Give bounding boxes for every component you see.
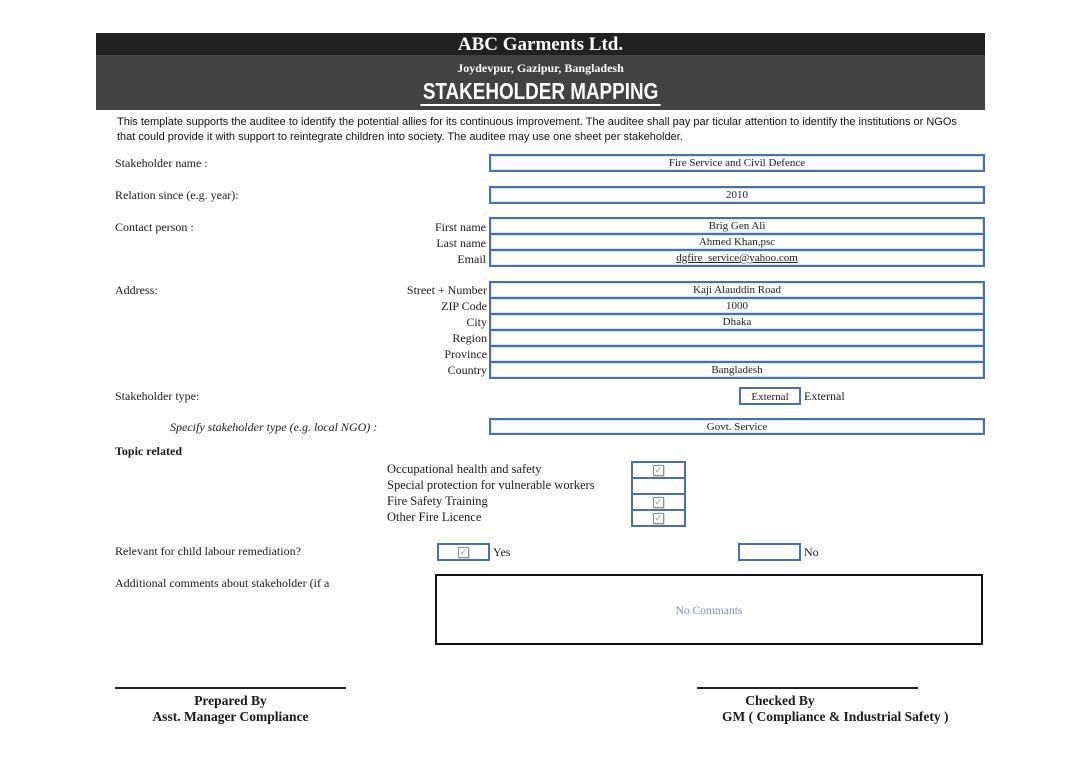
checked-by-title: Checked By xyxy=(745,693,815,708)
topic-checkbox-vulnerable-workers[interactable] xyxy=(633,479,684,495)
stakeholder-type-label: Stakeholder type: xyxy=(115,389,200,403)
address-label: Address: xyxy=(115,283,158,297)
country-input[interactable] xyxy=(489,361,985,379)
title-banner xyxy=(96,55,985,110)
relation-since-input[interactable] xyxy=(489,186,985,204)
street-label: Street + Number xyxy=(406,283,487,297)
topic-label-other-fire-licence: Other Fire Licence xyxy=(387,510,482,524)
topic-checkbox-fire-safety-training[interactable] xyxy=(633,495,684,511)
comments-value: No Commants xyxy=(675,605,743,617)
prepared-by-signature-line xyxy=(115,687,346,689)
company-name: ABC Garments Ltd. xyxy=(457,34,624,55)
specify-type-label: Specify stakeholder type (e.g. local NGO) : xyxy=(170,420,378,434)
country-label: Country xyxy=(447,363,487,377)
checkbox-checked-icon: ✓ xyxy=(459,546,468,557)
comments-label: Additional comments about stakeholder (if a xyxy=(115,576,330,590)
first-name-label: First name xyxy=(435,220,486,234)
prepared-by-block xyxy=(115,687,346,725)
child-labour-no-box[interactable] xyxy=(738,543,801,561)
specify-type-input[interactable] xyxy=(489,418,985,435)
specify-type-value: Govt. Service xyxy=(706,421,768,433)
company-address: Joydevpur, Gazipur, Bangladesh xyxy=(457,61,624,75)
last-name-value: Ahmed Khan,psc xyxy=(698,236,776,248)
comments-box[interactable] xyxy=(435,574,983,645)
prepared-by-name: Asst. Manager Compliance xyxy=(152,709,309,724)
topic-label-fire-safety-training: Fire Safety Training xyxy=(387,494,488,508)
checked-by-signature-line xyxy=(697,687,918,689)
region-value xyxy=(491,331,983,332)
checked-by-name: GM ( Compliance & Industrial Safety ) xyxy=(722,709,949,724)
region-label: Region xyxy=(452,331,487,345)
checked-by-block xyxy=(697,687,949,725)
page-title: STAKEHOLDER MAPPING xyxy=(420,79,660,106)
province-value xyxy=(491,347,983,348)
zip-value: 1000 xyxy=(726,300,748,312)
contact-person-label: Contact person : xyxy=(115,220,194,234)
topic-checkbox-other-fire-licence[interactable] xyxy=(633,511,684,525)
company-banner xyxy=(96,33,985,55)
zip-label: ZIP Code xyxy=(441,299,487,313)
stakeholder-name-input[interactable] xyxy=(489,154,985,172)
sheet-header xyxy=(96,33,985,110)
street-value: Kaji Alauddin Road xyxy=(693,284,781,296)
checkbox-checked-icon: ✓ xyxy=(654,464,663,475)
country-value: Bangladesh xyxy=(711,364,763,376)
stakeholder-name-value: Fire Service and Civil Defence xyxy=(668,157,806,169)
child-labour-yes-label: Yes xyxy=(493,545,511,559)
email-input[interactable] xyxy=(489,249,985,267)
stakeholder-type-outside-label: External xyxy=(804,389,845,403)
email-link[interactable]: dgfire_service@yahoo.com xyxy=(676,252,798,264)
child-labour-no-label: No xyxy=(804,545,819,559)
city-label: City xyxy=(466,315,487,329)
intro-text: This template supports the auditee to identify the potential allies for its continuous improvement. The auditee shall pay par ticular attention to identify the institutions or NGOs that could provide it with support to reintegrate children into society. The auditee may use one sheet per stakeholder. xyxy=(117,116,957,143)
stakeholder-type-value: External xyxy=(751,391,789,403)
checkbox-checked-icon: ✓ xyxy=(654,496,663,507)
stakeholder-type-box[interactable] xyxy=(739,387,801,405)
topic-checkbox-ohs[interactable] xyxy=(633,463,684,479)
topic-label-ohs: Occupational health and safety xyxy=(387,462,542,476)
prepared-by-title: Prepared By xyxy=(194,693,267,708)
relation-since-label: Relation since (e.g. year): xyxy=(115,188,239,202)
stakeholder-name-label: Stakeholder name : xyxy=(115,156,208,170)
relation-since-value: 2010 xyxy=(726,189,748,201)
city-value: Dhaka xyxy=(722,316,752,328)
last-name-label: Last name xyxy=(436,236,486,250)
topic-related-heading: Topic related xyxy=(115,444,183,458)
first-name-value: Brig Gen Ali xyxy=(708,220,766,232)
child-labour-label: Relevant for child labour remediation? xyxy=(115,544,301,558)
province-label: Province xyxy=(444,347,487,361)
email-label: Email xyxy=(457,252,486,266)
topic-checkbox-column xyxy=(631,461,686,527)
checkbox-checked-icon: ✓ xyxy=(654,512,663,523)
child-labour-yes-box[interactable] xyxy=(437,543,490,561)
topic-label-vulnerable-workers: Special protection for vulnerable workers xyxy=(387,478,595,492)
